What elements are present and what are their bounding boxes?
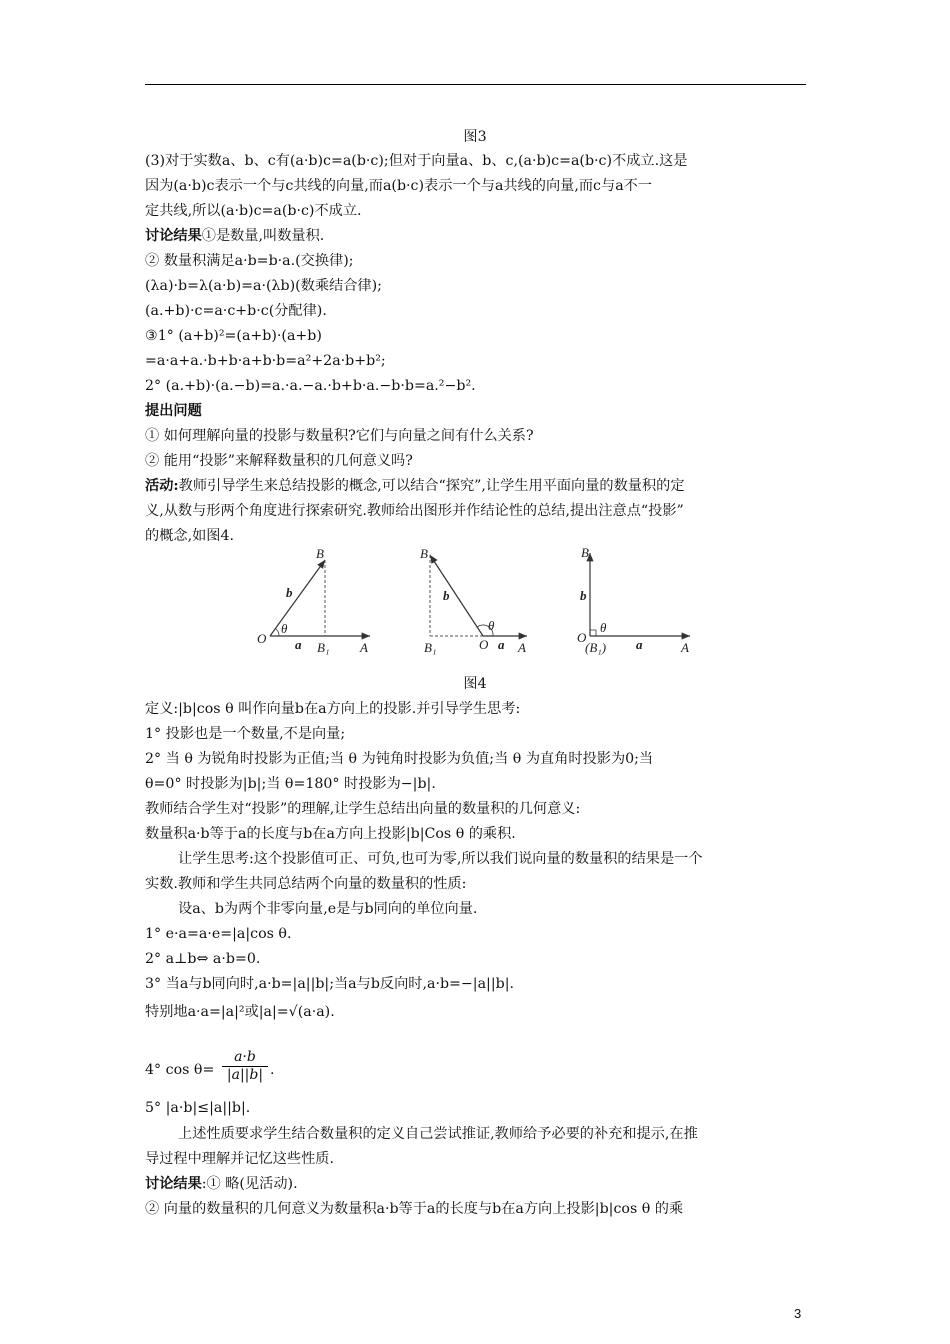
label-A: A — [681, 640, 689, 655]
paragraph-line: 2° (a.+b)·(a.−b)=a.·a.−a.·b+b·a.−b·b=a.²−b². — [145, 378, 476, 394]
paragraph-line: ③1° (a+b)²=(a+b)·(a+b) — [145, 328, 322, 344]
property-line: 1° e·a=a·e=|a|cos θ. — [145, 926, 292, 942]
label-theta: θ — [281, 621, 288, 636]
paragraph-line: 2° 当 θ 为锐角时投影为正值;当 θ 为钝角时投影为负值;当 θ 为直角时投影为0;当 — [145, 751, 654, 767]
projection-obtuse — [420, 546, 527, 655]
label-A: A — [360, 640, 368, 655]
discussion-result-line: 讨论结果:① 略(见活动). — [145, 1176, 298, 1192]
header-rule — [145, 84, 806, 85]
paragraph-line: ② 向量的数量积的几何意义为数量积a·b等于a的长度与b在a方向上投影|b|cos θ 的乘 — [145, 1201, 684, 1217]
paragraph-line: 让学生思考:这个投影值可正、可负,也可为零,所以我们说向量的数量积的结果是一个 — [178, 851, 703, 867]
figure-3-caption: 图3 — [463, 129, 487, 145]
label-b: b — [443, 588, 450, 603]
paragraph-line: ① 如何理解向量的投影与数量积?它们与向量之间有什么关系? — [145, 428, 534, 444]
label-O: O — [257, 631, 267, 646]
section-heading: 讨论结果 — [145, 1176, 202, 1192]
paragraph-line: 义,从数与形两个角度进行探索研究.教师给出图形并作结论性的总结,提出注意点“投影” — [145, 503, 684, 519]
label-B: B — [420, 546, 428, 561]
label-a: a — [295, 637, 302, 652]
property-line: 2° a⊥b⇔ a·b=0. — [145, 951, 261, 967]
label-b: b — [580, 588, 587, 603]
label-A: A — [518, 640, 526, 655]
paragraph-line: (3)对于实数a、b、c有(a·b)c=a(b·c);但对于向量a、b、c,(a·b)c=a(b·c)不成立.这是 — [145, 153, 688, 169]
cosine-fraction — [222, 1049, 268, 1083]
label-a: a — [636, 637, 643, 652]
fraction-suffix: . — [270, 1062, 275, 1078]
paragraph-line: 数量积a·b等于a的长度与b在a方向上投影|b|Cos θ 的乘积. — [145, 826, 516, 842]
label-a: a — [498, 637, 505, 652]
projection-acute — [257, 546, 370, 655]
label-theta: θ — [488, 618, 495, 633]
label-B: B — [581, 545, 589, 560]
label-B1: B₁ — [317, 640, 330, 655]
label-O: O — [577, 630, 587, 645]
figure-4-diagram — [255, 540, 715, 658]
projection-right-angle — [577, 545, 690, 655]
property-line: 5° |a·b|≤|a||b|. — [145, 1100, 251, 1116]
paragraph-line: 导过程中理解并记忆这些性质. — [145, 1151, 334, 1167]
paragraph-line: 设a、b为两个非零向量,e是与b同向的单位向量. — [178, 901, 478, 917]
label-B1: B₁ — [424, 640, 437, 655]
label-b: b — [286, 585, 293, 600]
label-B1: (B₁) — [585, 640, 607, 655]
page-number: 3 — [794, 1306, 802, 1321]
paragraph-line: 定共线,所以(a·b)c=a(b·c)不成立. — [145, 203, 362, 219]
paragraph-line: (λa)·b=λ(a·b)=a·(λb)(数乘结合律); — [145, 278, 382, 294]
paragraph-line: 的概念,如图4. — [145, 528, 234, 544]
section-heading: 活动: — [145, 478, 179, 494]
property-line: 4° cos θ= — [145, 1062, 215, 1078]
paragraph-line: θ=0° 时投影为|b|;当 θ=180° 时投影为−|b|. — [145, 776, 436, 792]
paragraph-line: ② 数量积满足a·b=b·a.(交换律); — [145, 253, 354, 269]
activity-line: 活动:教师引导学生来总结投影的概念,可以结合“探究”,让学生用平面向量的数量积的定 — [145, 478, 685, 494]
paragraph-line: =a·a+a.·b+b·a+b·b=a²+2a·b+b²; — [145, 353, 386, 369]
paragraph-line: 定义:|b|cos θ 叫作向量b在a方向上的投影.并引导学生思考: — [145, 701, 521, 717]
label-O: O — [479, 637, 489, 652]
figure-4-caption: 图4 — [463, 676, 487, 692]
paragraph-line: 上述性质要求学生结合数量积的定义自己尝试推证,教师给予必要的补充和提示,在推 — [178, 1126, 698, 1142]
paragraph-line: 实数.教师和学生共同总结两个向量的数量积的性质: — [145, 876, 467, 892]
fraction-denominator: |a||b| — [226, 1067, 264, 1083]
label-B: B — [316, 546, 324, 561]
fraction-numerator: a·b — [222, 1049, 268, 1067]
paragraph-line: ② 能用“投影”来解释数量积的几何意义吗? — [145, 453, 413, 469]
paragraph-line: 因为(a·b)c表示一个与c共线的向量,而a(b·c)表示一个与a共线的向量,而c与a不一 — [145, 178, 653, 194]
paragraph-line: 教师结合学生对“投影”的理解,让学生总结出向量的数量积的几何意义: — [145, 801, 581, 817]
property-line: 3° 当a与b同向时,a·b=|a||b|;当a与b反向时,a·b=−|a||b|. — [145, 976, 514, 992]
discussion-result-line: 讨论结果①是数量,叫数量积. — [145, 228, 325, 244]
section-heading: 提出问题 — [145, 403, 202, 419]
section-heading: 讨论结果 — [145, 228, 202, 244]
label-theta: θ — [600, 620, 607, 635]
paragraph-line: (a.+b)·c=a·c+b·c(分配律). — [145, 303, 327, 319]
property-line: 特别地a·a=|a|²或|a|=√(a·a). — [145, 1004, 335, 1020]
paragraph-line: 1° 投影也是一个数量,不是向量; — [145, 726, 346, 742]
